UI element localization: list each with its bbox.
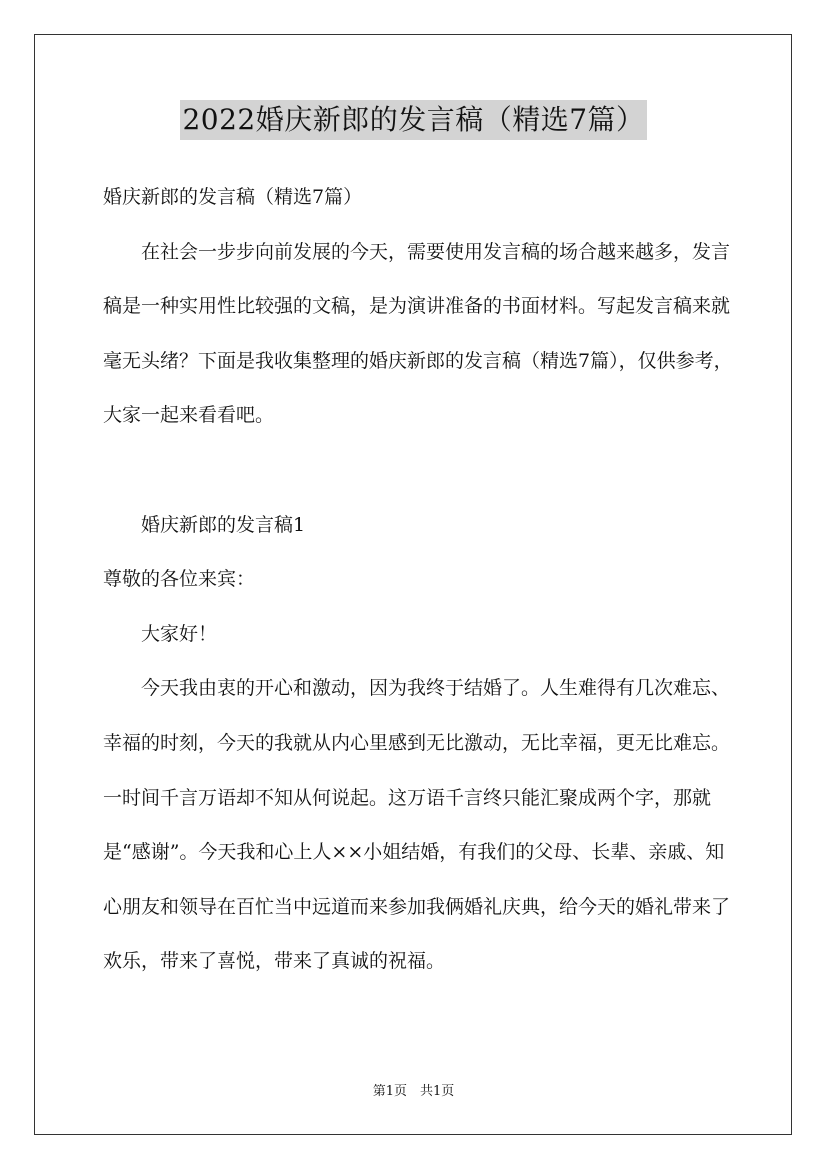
page-footer: 第1页 共1页 xyxy=(372,1084,455,1099)
document-body xyxy=(103,170,733,989)
title-container xyxy=(0,100,827,140)
section-heading: 婚庆新郎的发言稿1 xyxy=(141,513,306,536)
salutation: 尊敬的各位来宾： xyxy=(103,568,256,591)
intro-paragraph: 在社会一步步向前发展的今天，需要使用发言稿的场合越来越多，发言稿是一种实用性比较强的文稿，是为演讲准备的书面材料。写起发言稿来就毫无头绪？下面是我收集整理的婚庆新郎的发言稿（精选7篇），仅供参考，大家一起来看看吧。 xyxy=(103,240,733,427)
paragraph-gap xyxy=(103,443,733,498)
greeting: 大家好！ xyxy=(141,622,218,645)
document-subtitle: 婚庆新郎的发言稿（精选7篇） xyxy=(103,186,363,208)
document-title: 2022婚庆新郎的发言稿（精选7篇） xyxy=(180,100,646,140)
body-paragraph: 今天我由衷的开心和激动，因为我终于结婚了。人生难得有几次难忘、幸福的时刻，今天的我就从内心里感到无比激动，无比幸福，更无比难忘。一时间千言万语却不知从何说起。这万语千言终只能汇聚成两个字，那就是“感谢”。今天我和心上人××小姐结婚，有我们的父母、长辈、亲戚、知心朋友和领导在百忙当中远道而来参加我俩婚礼庆典，给今天的婚礼带来了欢乐，带来了喜悦，带来了真诚的祝福。 xyxy=(103,677,731,973)
